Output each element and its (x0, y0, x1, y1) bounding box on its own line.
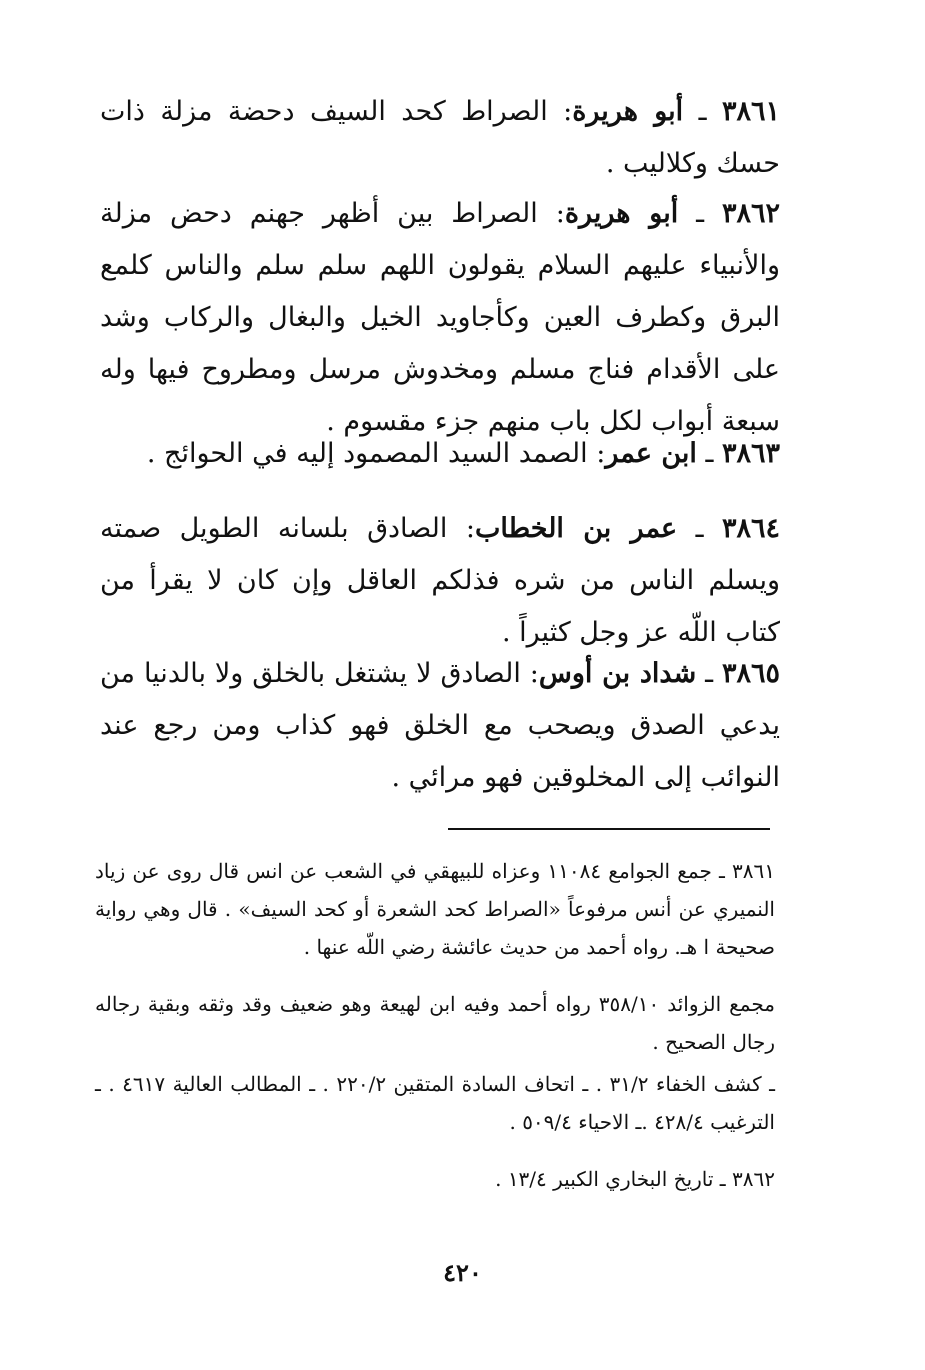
hadith-entry: ٣٨٦٤ ـ عمر بن الخطاب: الصادق بلسانه الطويل صمته ويسلم الناس من شره فذلكم العاقل وإن كان لا يقرأ من كتاب اللّه عز وجل كثيراً . (100, 513, 781, 648)
footnote: ٣٨٦١ ـ جمع الجوامع ١١٠٨٤ وعزاه للبيهقي في الشعب عن انس قال روى عن زياد النميري عن أنس مرفوعاً «الصراط كحد الشعرة أو كحد السيف» . قال وهي رواية صحيحة ا هـ. رواه أحمد من حديث عائشة رضي اللّه عنها . (95, 859, 775, 959)
hadith-number: ٣٨٦٥ (722, 658, 781, 689)
footnote-divider (448, 828, 770, 830)
hadith-entry: ٣٨٦٢ ـ أبو هريرة: الصراط بين أظهر جهنم دحض مزلة والأنبياء عليهم السلام يقولون اللهم سلم سلم والناس كلمع البرق وكطرف العين وكأجاويد الخيل والبغال والركاب وشد على الأقدام فناج مسلم ومخدوش مرسل ومطروح فيها وله سبعة أبواب لكل باب منهم جزء مقسوم . (100, 198, 781, 437)
hadith-text: الصراط بين أظهر جهنم دحض مزلة والأنبياء عليهم السلام يقولون اللهم سلم سلم والناس كلمع البرق وكطرف العين وكأجاويد الخيل والبغال والركاب وشد على الأقدام فناج مسلم ومخدوش مرسل ومطروح فيها وله سبعة أبواب لكل باب منهم جزء مقسوم . (100, 198, 780, 437)
hadith-text: الصادق بلسانه الطويل صمته ويسلم الناس من شره فذلكم العاقل وإن كان لا يقرأ من كتاب اللّه عز وجل كثيراً . (100, 513, 780, 648)
hadith-entry: ٣٨٦٣ ـ ابن عمر: الصمد السيد المصمود إليه في الحوائج . (146, 438, 780, 469)
hadith-text: الصادق لا يشتغل بالخلق ولا بالدنيا من يدعي الصدق ويصحب مع الخلق فهو كذاب ومن رجع عند النوائب إلى المخلوقين فهو مرائي . (100, 658, 780, 793)
hadith-entry: ٣٨٦١ ـ أبو هريرة: الصراط كحد السيف دحضة مزلة ذات حسك وكلاليب . (100, 96, 781, 179)
footnote: مجمع الزوائد ٣٥٨/١٠ رواه أحمد وفيه ابن لهيعة وهو ضعيف وقد وثقه وبقية رجاله رجال الصحيح . (95, 992, 775, 1054)
hadith-narrator: أبو هريرة (564, 198, 679, 229)
hadith-text: الصمد السيد المصمود إليه في الحوائج . (146, 438, 588, 469)
hadith-number: ٣٨٦٤ (722, 513, 781, 544)
hadith-narrator: ابن عمر (605, 438, 697, 469)
hadith-entry: ٣٨٦٥ ـ شداد بن أوس: الصادق لا يشتغل بالخلق ولا بالدنيا من يدعي الصدق ويصحب مع الخلق فهو كذاب ومن رجع عند النوائب إلى المخلوقين فهو مرائي . (100, 658, 781, 793)
hadith-number: ٣٨٦٢ (722, 198, 781, 229)
page-number: ٤٢٠ (443, 1258, 482, 1287)
hadith-text: الصراط كحد السيف دحضة مزلة ذات حسك وكلاليب . (100, 96, 780, 179)
hadith-narrator: شداد بن أوس (538, 658, 697, 689)
hadith-narrator: أبو هريرة (572, 96, 684, 127)
footnote: ٣٨٦٢ ـ تاريخ البخاري الكبير ١٣/٤ . (495, 1167, 775, 1191)
hadith-number: ٣٨٦١ (722, 96, 781, 127)
hadith-number: ٣٨٦٣ (721, 438, 780, 469)
hadith-narrator: عمر بن الخطاب (474, 513, 678, 544)
footnote: ـ كشف الخفاء ٣١/٢ . ـ اتحاف السادة المتقين ٢٢٠/٢ . ـ المطالب العالية ٤٦١٧ . ـ الترغيب ٤٢٨/٤ .ـ الاحياء ٥٠٩/٤ . (95, 1072, 775, 1134)
